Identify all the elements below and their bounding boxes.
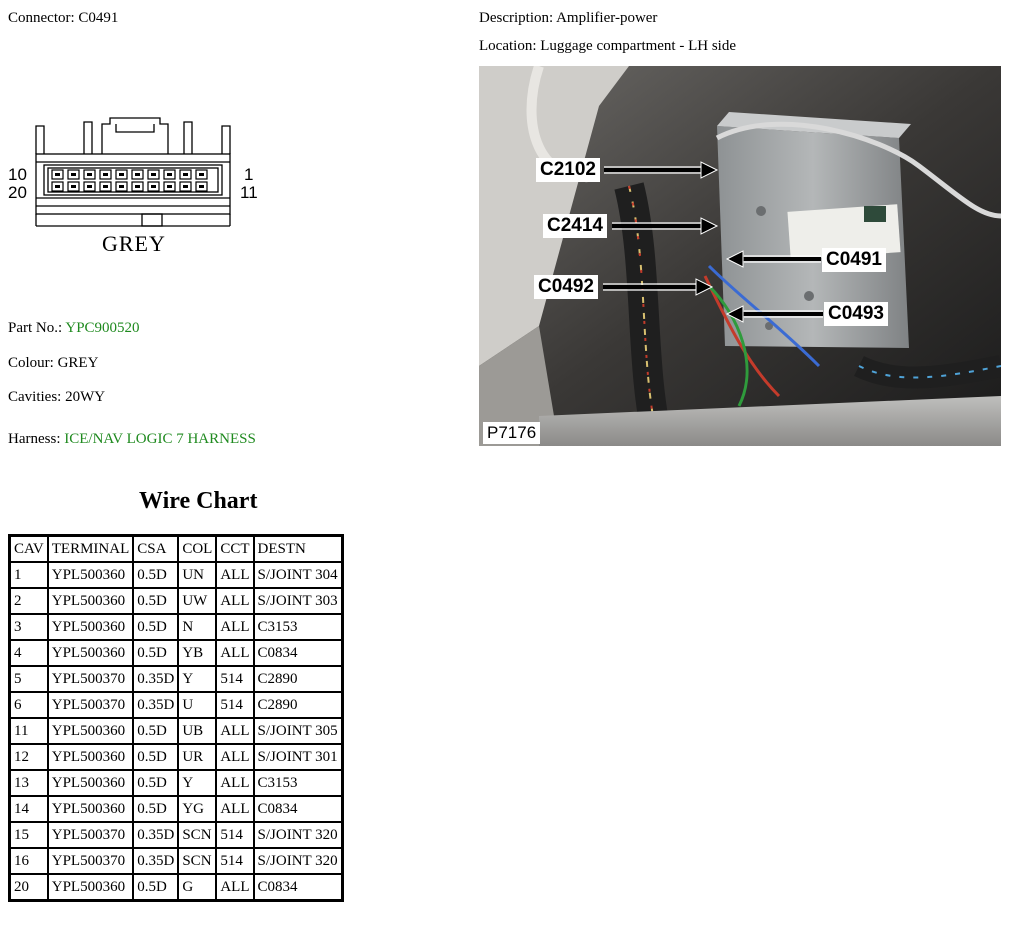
table-row <box>10 562 343 588</box>
cell-cct: 514 <box>216 822 253 848</box>
table-row <box>10 666 343 692</box>
cell-terminal: YPL500360 <box>48 874 134 901</box>
callout-c0492: C0492 <box>534 275 598 299</box>
cell-col: U <box>178 692 216 718</box>
colour-line <box>8 355 98 372</box>
cell-cct: ALL <box>216 562 253 588</box>
cell-terminal: YPL500360 <box>48 744 134 770</box>
cell-terminal: YPL500360 <box>48 588 134 614</box>
header-col: COL <box>178 536 216 563</box>
cavities-label: Cavities: <box>8 389 62 405</box>
cell-cav: 4 <box>10 640 48 666</box>
table-row <box>10 822 343 848</box>
cell-csa: 0.5D <box>133 588 178 614</box>
cell-cct: 514 <box>216 666 253 692</box>
cell-cav: 12 <box>10 744 48 770</box>
cell-cct: ALL <box>216 744 253 770</box>
cell-col: G <box>178 874 216 901</box>
cell-col: SCN <box>178 822 216 848</box>
cell-cav: 14 <box>10 796 48 822</box>
cell-destn: C0834 <box>254 640 343 666</box>
cell-terminal: YPL500370 <box>48 848 134 874</box>
harness-link[interactable]: ICE/NAV LOGIC 7 HARNESS <box>64 431 256 447</box>
header-terminal: TERMINAL <box>48 536 134 563</box>
wire-chart-title: Wire Chart <box>139 488 258 514</box>
cell-destn: C0834 <box>254 874 343 901</box>
cell-terminal: YPL500360 <box>48 770 134 796</box>
header-csa: CSA <box>133 536 178 563</box>
cell-destn: S/JOINT 301 <box>254 744 343 770</box>
table-row <box>10 614 343 640</box>
cell-terminal: YPL500370 <box>48 666 134 692</box>
table-row <box>10 770 343 796</box>
cell-terminal: YPL500360 <box>48 718 134 744</box>
cell-cav: 16 <box>10 848 48 874</box>
cell-col: UW <box>178 588 216 614</box>
connector-value: C0491 <box>78 10 119 26</box>
part-no-line <box>8 320 140 337</box>
cell-terminal: YPL500360 <box>48 640 134 666</box>
callout-c0493: C0493 <box>824 302 888 326</box>
cell-terminal: YPL500360 <box>48 796 134 822</box>
callout-arrows <box>479 66 1001 446</box>
cell-cav: 5 <box>10 666 48 692</box>
cell-col: N <box>178 614 216 640</box>
description-line <box>479 10 657 27</box>
description-label: Description: <box>479 10 554 26</box>
cell-cct: ALL <box>216 614 253 640</box>
cell-csa: 0.5D <box>133 614 178 640</box>
cavities-value: 20WY <box>65 389 106 405</box>
cell-cct: ALL <box>216 640 253 666</box>
cell-cct: ALL <box>216 874 253 901</box>
part-no-label: Part No.: <box>8 320 63 336</box>
cell-cav: 6 <box>10 692 48 718</box>
wire-chart-table <box>8 534 344 902</box>
cell-cav: 3 <box>10 614 48 640</box>
cell-col: UB <box>178 718 216 744</box>
cell-destn: C3153 <box>254 770 343 796</box>
cell-destn: C0834 <box>254 796 343 822</box>
callout-c0491: C0491 <box>822 248 886 272</box>
cell-cav: 20 <box>10 874 48 901</box>
location-line <box>479 38 736 55</box>
harness-label: Harness: <box>8 431 61 447</box>
header-cct: CCT <box>216 536 253 563</box>
cell-csa: 0.5D <box>133 796 178 822</box>
pin-label-1: 1 <box>244 165 254 184</box>
location-value: Luggage compartment - LH side <box>540 38 737 54</box>
cell-col: YG <box>178 796 216 822</box>
colour-label: Colour: <box>8 355 54 371</box>
cell-csa: 0.35D <box>133 822 178 848</box>
harness-line <box>8 431 256 448</box>
pin-label-11: 11 <box>240 183 258 202</box>
cell-col: Y <box>178 666 216 692</box>
diagram-colour-label: GREY <box>102 231 166 256</box>
cell-csa: 0.5D <box>133 770 178 796</box>
cell-cct: 514 <box>216 848 253 874</box>
cell-cav: 15 <box>10 822 48 848</box>
callout-c2414: C2414 <box>543 214 607 238</box>
cell-destn: S/JOINT 320 <box>254 848 343 874</box>
cell-destn: C2890 <box>254 666 343 692</box>
cell-csa: 0.5D <box>133 718 178 744</box>
cell-destn: S/JOINT 320 <box>254 822 343 848</box>
table-row <box>10 718 343 744</box>
table-row <box>10 848 343 874</box>
cell-csa: 0.35D <box>133 666 178 692</box>
cell-csa: 0.5D <box>133 744 178 770</box>
callout-c2102: C2102 <box>536 158 600 182</box>
pin-label-10: 10 <box>8 165 27 184</box>
table-row <box>10 640 343 666</box>
connector-face-diagram <box>8 112 268 262</box>
cell-destn: C2890 <box>254 692 343 718</box>
connector-label: Connector: <box>8 10 75 26</box>
photo-id: P7176 <box>483 422 540 444</box>
description-value: Amplifier-power <box>556 10 658 26</box>
cavities-line <box>8 389 105 406</box>
header-destn: DESTN <box>254 536 343 563</box>
colour-value: GREY <box>57 355 99 371</box>
table-row <box>10 874 343 901</box>
cell-destn: C3153 <box>254 614 343 640</box>
pin-label-20: 20 <box>8 183 27 202</box>
table-row <box>10 796 343 822</box>
cell-destn: S/JOINT 305 <box>254 718 343 744</box>
cell-col: UN <box>178 562 216 588</box>
cell-destn: S/JOINT 304 <box>254 562 343 588</box>
cell-csa: 0.35D <box>133 692 178 718</box>
part-no-link[interactable]: YPC900520 <box>65 320 140 336</box>
cell-cav: 11 <box>10 718 48 744</box>
cell-cav: 13 <box>10 770 48 796</box>
cell-terminal: YPL500360 <box>48 614 134 640</box>
cell-cct: ALL <box>216 588 253 614</box>
cell-col: SCN <box>178 848 216 874</box>
cell-cct: 514 <box>216 692 253 718</box>
cell-csa: 0.35D <box>133 848 178 874</box>
connector-location-photo <box>479 66 1001 446</box>
location-label: Location: <box>479 38 537 54</box>
cell-cav: 2 <box>10 588 48 614</box>
cell-cct: ALL <box>216 718 253 744</box>
cell-csa: 0.5D <box>133 874 178 901</box>
cell-cct: ALL <box>216 770 253 796</box>
wire-chart-body <box>10 562 343 901</box>
header-cav: CAV <box>10 536 48 563</box>
cell-terminal: YPL500370 <box>48 822 134 848</box>
cell-destn: S/JOINT 303 <box>254 588 343 614</box>
cell-terminal: YPL500360 <box>48 562 134 588</box>
table-row <box>10 588 343 614</box>
table-row <box>10 744 343 770</box>
cell-cct: ALL <box>216 796 253 822</box>
connector-line <box>8 10 118 27</box>
cell-csa: 0.5D <box>133 562 178 588</box>
cell-terminal: YPL500370 <box>48 692 134 718</box>
cell-col: YB <box>178 640 216 666</box>
cell-cav: 1 <box>10 562 48 588</box>
cell-col: Y <box>178 770 216 796</box>
cell-csa: 0.5D <box>133 640 178 666</box>
table-header-row <box>10 536 343 563</box>
table-row <box>10 692 343 718</box>
cell-col: UR <box>178 744 216 770</box>
